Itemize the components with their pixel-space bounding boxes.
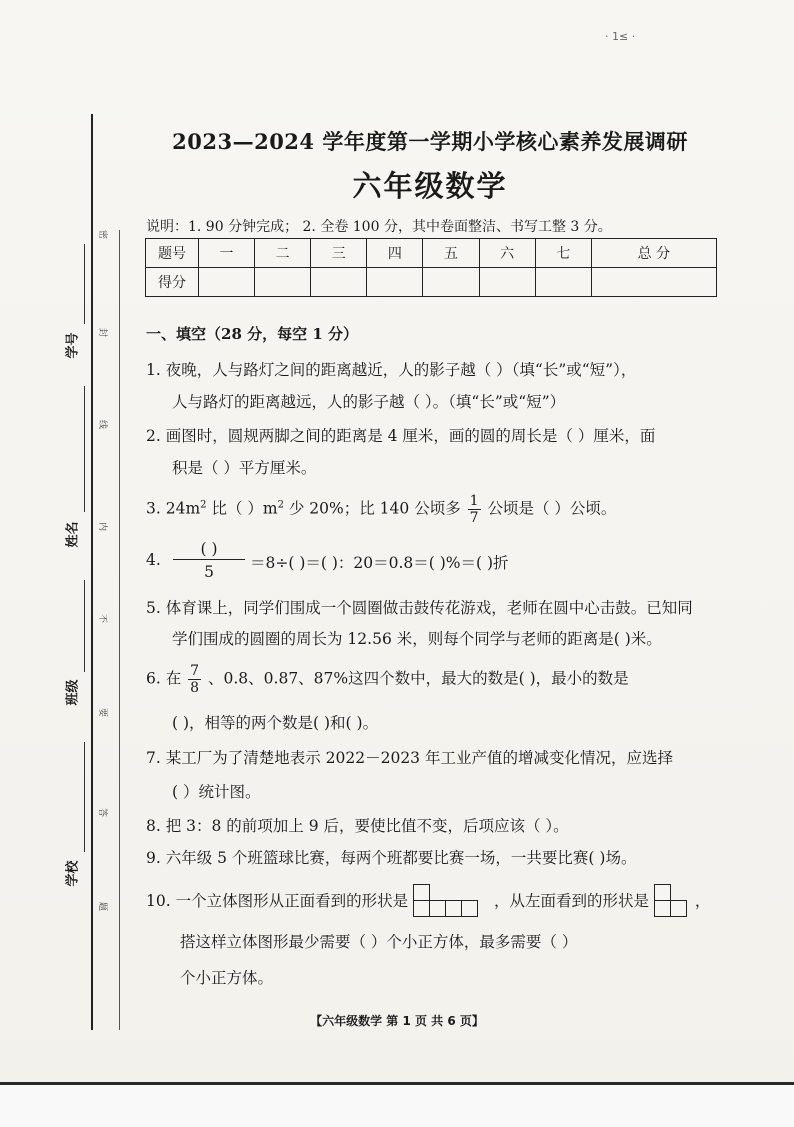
score-cell[interactable] [199,268,255,297]
question-10-line-3: 个小正方体。 [180,969,274,987]
score-table-score-row [146,268,717,297]
q4-text: ＝8÷( )＝( )：20＝0.8＝( )%＝( )折 [250,554,509,572]
question-10-line-2: 搭这样立体图形最少需要（ ）个小正方体，最多需要（ ） [180,933,578,951]
score-cell[interactable] [479,268,535,297]
score-cell[interactable] [591,268,716,297]
score-table-col: 七 [535,239,591,268]
cube-face [413,900,430,917]
cube-face [670,900,687,917]
q10-text: 10. 一个立体图形从正面看到的形状是 [146,892,409,910]
q6-fraction [188,664,201,695]
fraction-denominator: 7 [469,510,479,526]
question-10-line-1 [146,884,710,920]
q4-number: 4. [146,551,161,569]
q10-text: ，从左面看到的形状是 [493,892,649,910]
q3-text: 3. 24m [146,499,201,518]
fraction-denominator: 5 [204,563,214,581]
score-table [145,238,717,297]
score-table-col: 三 [311,239,367,268]
score-table-col: 一 [199,239,255,268]
q3-text: 公顷是（ ）公顷。 [487,499,617,518]
section-heading: 一、填空（28 分，每空 1 分） [146,325,358,343]
question-8: 8. 把 3：8 的前项加上 9 后，要使比值不变，后项应该（ ）。 [146,817,569,835]
question-3 [146,494,616,525]
exam-title: 2023—2024 学年度第一学期小学核心素养发展调研 [172,129,688,154]
score-table-col: 五 [423,239,479,268]
q3-text: 比（ ）m [206,499,278,518]
class-blank [84,580,85,672]
cube-face [413,884,430,901]
exam-instructions: 说明：1. 90 分钟完成； 2. 全卷 100 分，其中卷面整洁、书写工整 3 分。 [146,219,612,235]
school-blank [84,742,85,852]
question-2-line-1: 2. 画图时，圆规两脚之间的距离是 4 厘米，画的圆的周长是（ ）厘米，面 [146,427,656,445]
seal-char: 密 [97,229,108,240]
seal-char: 线 [97,419,108,430]
score-cell[interactable] [367,268,423,297]
school-label: 学校 [65,860,81,887]
class-label: 班级 [65,679,81,706]
question-6-line-1 [146,664,629,695]
seal-char: 内 [97,521,108,532]
binding-line-inner [119,230,120,1030]
score-cell[interactable] [311,268,367,297]
score-table-col: 二 [255,239,311,268]
student-id-label: 学号 [65,332,81,359]
page-footer: 【六年级数学 第 1 页 共 6 页】 [310,1014,484,1028]
seal-char: 封 [97,327,108,338]
score-table-label: 题号 [146,239,199,268]
cube-face [654,900,671,917]
score-cell[interactable] [255,268,311,297]
student-id-blank [84,244,85,324]
fraction-numerator: 7 [190,663,200,679]
score-table-col: 总 分 [591,239,716,268]
question-5-line-2: 学们围成的圆圈的周长为 12.56 米，则每个同学与老师的距离是( )米。 [172,630,662,648]
question-7-line-1: 7. 某工厂为了清楚地表示 2022－2023 年工业产值的增减变化情况，应选择 [146,749,673,767]
q6-text: 、0.8、0.87、87%这四个数中，最大的数是( )，最小的数是 [208,669,629,688]
fraction-denominator: 8 [190,680,200,696]
q4-fraction [173,540,245,581]
score-table-col: 六 [479,239,535,268]
seal-char: 要 [97,707,108,718]
score-table-header-row [146,239,717,268]
left-view-figure [654,884,690,920]
question-6-line-2: ( )，相等的两个数是( )和( )。 [172,714,379,732]
q10-text: ， [694,892,711,910]
score-table-label: 得分 [146,268,199,297]
q6-text: 6. 在 [146,669,182,688]
binding-line-outer [91,114,93,1030]
cube-face [654,884,671,901]
exam-subtitle: 六年级数学 [352,169,508,203]
q3-sup: 2 [200,499,207,511]
question-5-line-1: 5. 体育课上，同学们围成一个圆圈做击鼓传花游戏，老师在圆中心击鼓。已知同 [146,599,693,617]
question-1-line-2: 人与路灯的距离越远，人的影子越（ ）。（填“长”或“短”） [172,393,566,411]
front-view-figure [413,884,489,920]
page-bottom-edge [0,1082,794,1127]
cube-face [445,900,462,917]
q3-fraction [468,494,481,525]
score-cell[interactable] [535,268,591,297]
question-2-line-2: 积是（ ）平方厘米。 [172,459,317,477]
score-cell[interactable] [423,268,479,297]
cube-face [429,900,446,917]
score-table-col: 四 [367,239,423,268]
question-1-line-1: 1. 夜晚，人与路灯之间的距离越近，人的影子越（ ）（填“长”或“短”）， [146,361,637,379]
seal-char: 题 [97,901,108,912]
fraction-numerator: ( ) [173,540,245,560]
name-blank [84,386,85,512]
top-mark: · 1≤ · [605,30,636,43]
fraction-numerator: 1 [469,493,479,509]
name-label: 姓名 [65,521,81,548]
q3-sup: 2 [277,499,284,511]
seal-char: 答 [97,807,108,818]
question-7-line-2: ( ）统计图。 [172,783,261,801]
q3-text: 少 20%；比 140 公顷多 [283,499,461,518]
question-9: 9. 六年级 5 个班篮球比赛，每两个班都要比赛一场，一共要比赛( )场。 [146,849,637,867]
cube-face [461,900,478,917]
seal-char: 不 [97,613,108,624]
